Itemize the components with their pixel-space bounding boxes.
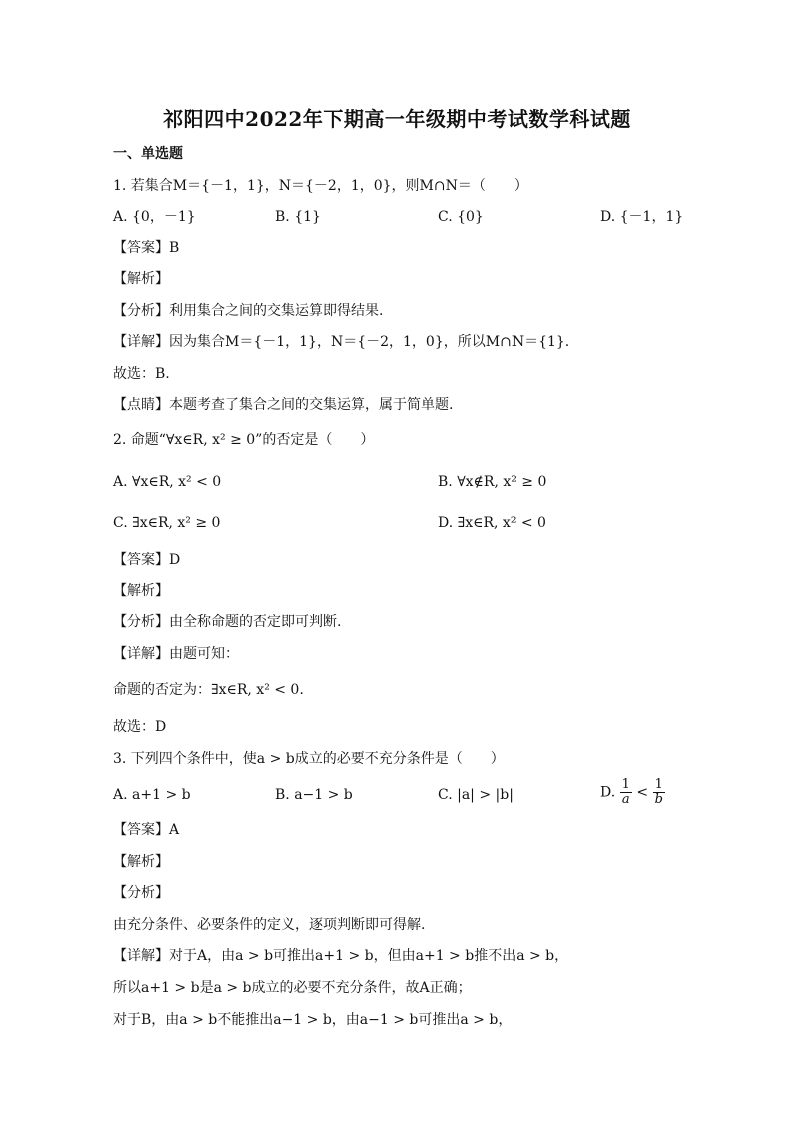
q3-option-d-lt: < xyxy=(636,784,649,801)
q3-option-c: C. |a| > |b| xyxy=(438,787,514,803)
q3-option-d-frac-2-den: b xyxy=(654,792,663,807)
q2-stem: 2. 命题“∀x∈R, x² ≥ 0”的否定是（ ） xyxy=(113,432,375,448)
q3-option-d-frac-1 xyxy=(620,778,632,807)
q3-option-d xyxy=(600,778,665,807)
q2-answer: 【答案】D xyxy=(113,552,181,568)
section-heading: 一、单选题 xyxy=(113,146,183,162)
q2-negation: 命题的否定为：∃x∈R, x² < 0. xyxy=(113,682,304,698)
q3-fenxi-body: 由充分条件、必要条件的定义，逐项判断即可得解. xyxy=(113,917,426,933)
q3-xiangjie-1: 【详解】对于A，由a > b可推出a+1 > b，但由a+1 > b推不出a > b， xyxy=(113,948,569,964)
q3-option-d-frac-2-num: 1 xyxy=(653,778,665,793)
q1-option-b: B. {1} xyxy=(275,209,321,225)
q1-stem: 1. 若集合M＝{－1，1}，N＝{－2，1，0}，则M∩N＝（ ） xyxy=(113,178,528,194)
q1-answer: 【答案】B xyxy=(113,240,180,256)
q2-option-d: D. ∃x∈R, x² < 0 xyxy=(438,515,546,531)
q2-analysis-label: 【解析】 xyxy=(113,583,169,599)
q2-guxuan: 故选：D xyxy=(113,719,167,735)
q2-xiangjie: 【详解】由题可知： xyxy=(113,646,239,662)
page-title: 祁阳四中2022年下期高一年级期中考试数学科试题 xyxy=(163,107,631,131)
q3-analysis-label: 【解析】 xyxy=(113,854,169,870)
q1-fenxi: 【分析】利用集合之间的交集运算即得结果. xyxy=(113,303,384,319)
q3-xiangjie-2: 所以a+1 > b是a > b成立的必要不充分条件，故A正确； xyxy=(113,980,472,996)
q1-xiangjie: 【详解】因为集合M＝{－1，1}，N＝{－2，1，0}，所以M∩N＝{1}. xyxy=(113,334,570,350)
q3-option-b: B. a−1 > b xyxy=(275,787,353,803)
q1-option-a: A. {0，－1} xyxy=(113,209,196,225)
q3-option-d-frac-1-num: 1 xyxy=(621,777,630,792)
q3-stem: 3. 下列四个条件中，使a > b成立的必要不充分条件是（ ） xyxy=(113,751,505,767)
q3-fenxi-label: 【分析】 xyxy=(113,885,169,901)
q3-answer: 【答案】A xyxy=(113,822,180,838)
q1-guxuan: 故选：B. xyxy=(113,366,170,382)
q1-option-c: C. {0} xyxy=(438,209,484,225)
q3-option-d-label: D. xyxy=(600,784,616,801)
q3-xiangjie-3: 对于B，由a > b不能推出a−1 > b，由a−1 > b可推出a > b， xyxy=(113,1012,513,1028)
q3-option-d-frac-2 xyxy=(653,778,665,807)
q1-dianjing: 【点睛】本题考查了集合之间的交集运算，属于简单题. xyxy=(113,397,454,413)
q1-analysis-label: 【解析】 xyxy=(113,271,169,287)
q2-option-a: A. ∀x∈R, x² < 0 xyxy=(113,474,222,490)
q1-option-d: D. {－1，1} xyxy=(600,209,684,225)
q2-fenxi: 【分析】由全称命题的否定即可判断. xyxy=(113,614,342,630)
q3-option-a: A. a+1 > b xyxy=(113,787,191,803)
q3-option-d-frac-1-den: a xyxy=(621,792,630,807)
q2-option-b: B. ∀x∉R, x² ≥ 0 xyxy=(438,474,547,490)
q2-option-c: C. ∃x∈R, x² ≥ 0 xyxy=(113,515,221,531)
